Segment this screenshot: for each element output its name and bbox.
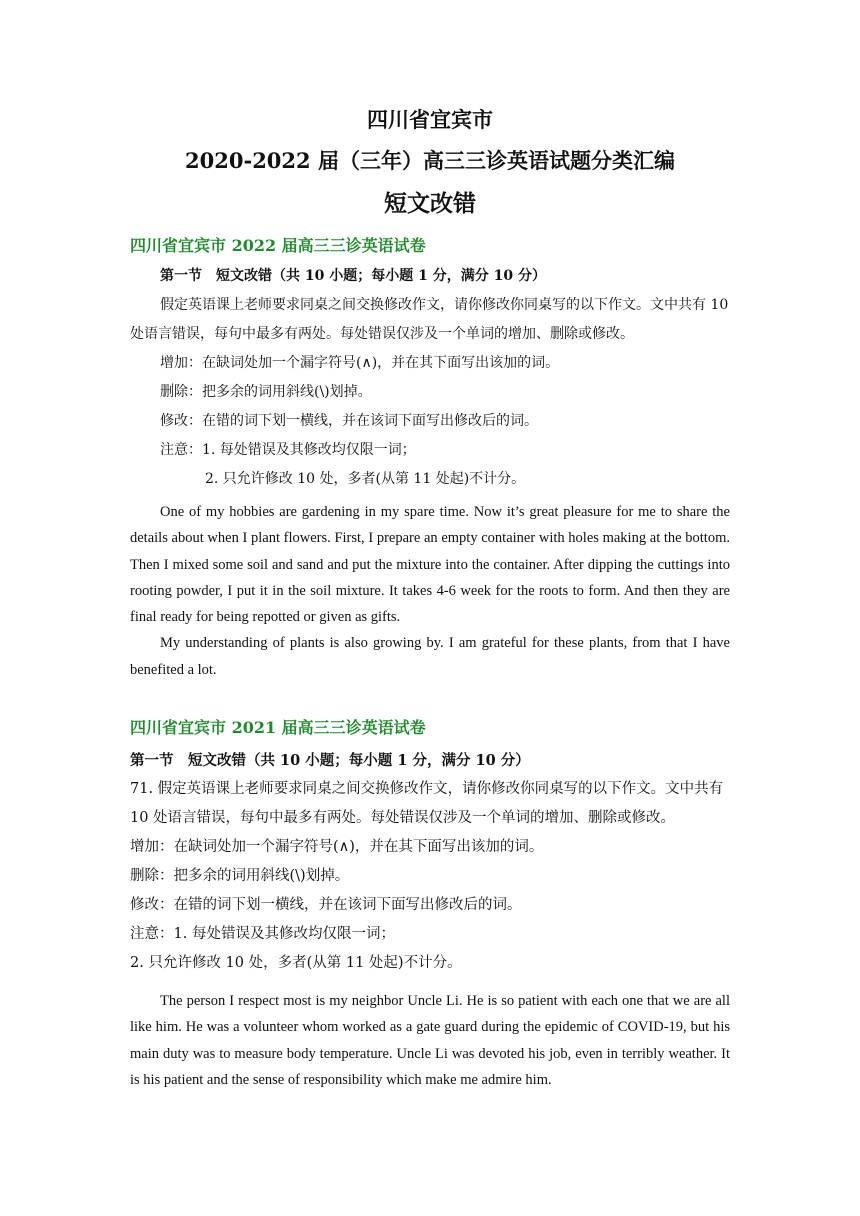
note-1: 注意：1. 每处错误及其修改均仅限一词； (130, 926, 395, 942)
section-heading-2021: 四川省宜宾市 2021 届高三三诊英语试卷 (130, 718, 426, 737)
section-2021-body (130, 746, 730, 978)
passage-2022 (130, 499, 730, 683)
section-heading-2022: 四川省宜宾市 2022 届高三三诊英语试卷 (130, 236, 426, 255)
instructions-text: 假定英语课上老师要求同桌之间交换修改作文，请你修改你同桌写的以下作文。文中共有 10 处语言错误，每句中最多有两处。每处错误仅涉及一个单词的增加、删除或修改。 (130, 297, 729, 342)
rule-add: 增加：在缺词处加一个漏字符号(∧)，并在其下面写出该加的词。 (160, 355, 560, 371)
passage-2021 (130, 988, 730, 1093)
passage-paragraph: My understanding of plants is also growing by. I am grateful for these plants, from that I have benefited a lot. (130, 635, 730, 678)
passage-paragraph: One of my hobbies are gardening in my spare time. Now it’s great pleasure for me to share the details about when I plant flowers. First, I prepare an empty container with holes making at the bottom. Then I mixed some soil and sand and put the mixture into the container. After dipping the cuttings into rooting powder, I put it in the soil mixture. It takes 4-6 week for the roots to form. And then they are final ready for being repotted or given as gifts. (130, 504, 730, 626)
doc-title-main: 2020-2022 届（三年）高三三诊英语试题分类汇编 (185, 148, 675, 173)
rule-add: 增加：在缺词处加一个漏字符号(∧)，并在其下面写出该加的词。 (130, 839, 544, 855)
section-2022-body (130, 262, 730, 494)
rule-modify: 修改：在错的词下划一横线，并在该词下面写出修改后的词。 (160, 413, 538, 429)
rule-delete: 删除：把多余的词用斜线(\)划掉。 (130, 868, 350, 884)
passage-paragraph: The person I respect most is my neighbor Uncle Li. He is so patient with each one that we are all like him. He was a volunteer whom worked as a gate guard during the epidemic of COVID-19, but his main duty was to measure body temperature. Uncle Li was devoted his job, even in terribly weather. It is his patient and the sense of responsibility which make me admire him. (130, 993, 730, 1088)
section-subhead: 第一节 短文改错（共 10 小题；每小题 1 分，满分 10 分） (160, 268, 546, 284)
note-2: 2. 只允许修改 10 处，多者(从第 11 处起)不计分。 (205, 471, 526, 487)
doc-title-topic: 短文改错 (384, 190, 476, 217)
rule-delete: 删除：把多余的词用斜线(\)划掉。 (160, 384, 372, 400)
rule-modify: 修改：在错的词下划一横线，并在该词下面写出修改后的词。 (130, 897, 522, 913)
note-2: 2. 只允许修改 10 处，多者(从第 11 处起)不计分。 (130, 955, 462, 971)
section-subhead: 第一节 短文改错（共 10 小题；每小题 1 分，满分 10 分） (130, 752, 530, 769)
note-1: 注意：1. 每处错误及其修改均仅限一词； (160, 442, 416, 458)
instructions-text: 71. 假定英语课上老师要求同桌之间交换修改作文，请你修改你同桌写的以下作文。文中共有 10 处语言错误，每句中最多有两处。每处错误仅涉及一个单词的增加、删除或修改。 (130, 781, 724, 826)
doc-title-region: 四川省宜宾市 (367, 107, 493, 132)
